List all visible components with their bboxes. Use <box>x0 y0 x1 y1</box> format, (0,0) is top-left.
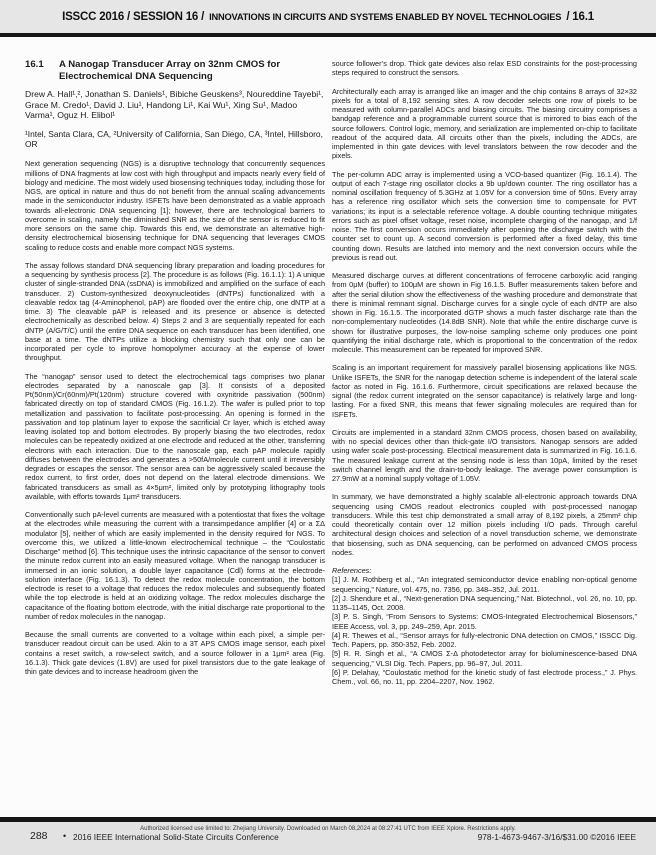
reference-item: [3] P. S. Singh, “From Sensors to Systems: CMOS-Integrated Electrochemical Biosensors,” IEEE Access, vol. 3, pp. 249–259, Apr. 2015. <box>332 612 637 631</box>
paragraph-architecture: Architecturally each array is arranged like an imager and the chip contains 8 arrays of 32×32 pixels for a total of 8,192 sensing sites. A row decoder selects one row of pixels to be measured with column-parallel ADCs and biasing circuits. The biasing circuitry comprises a bandgap reference and a programmable current source that is mirrored to bias each of the source followers. Control logic, memory, and serialization are implemented on-chip to facilitate readout of the acquired data. All circuits other than the pixels, including the ADCs, are implemented in thin gate devices with level translators between the row decoder and the pixels. <box>332 86 637 161</box>
paragraph-intro: Next generation sequencing (NGS) is a disruptive technology that concurrently sequences millions of DNA fragments at low cost with high throughput and impacts nearly every field of biology and medicine. The most widely used biosensing techniques today, including those for NGS, are optical in nature and thus do not benefit from the annual scaling advancements made in the semiconductor industry. ISFETs have been demonstrated as a viable approach towards all-electronic DNA sequencing [1]; however, there are technological barriers to overcome in scaling, namely the diminished SNR as the size of the sensor is reduced to fit more sensors on the same chip. Towards this end, we demonstrate an alternative high-density electrochemical biosensing technique for DNA sequencing that leverages CMOS scaling to reduce costs and enable more compact NGS systems. <box>25 159 325 252</box>
left-column <box>25 59 325 686</box>
page-footer <box>0 822 656 855</box>
header-conference-session: ISSCC 2016 / SESSION 16 / <box>62 10 205 23</box>
right-column <box>332 59 637 686</box>
footer-conference-name: 2016 IEEE International Solid-State Circuits Conference <box>73 831 279 842</box>
paragraph-pixel-readout: Because the small currents are converted to a voltage within each pixel, a simple per-transducer readout circuit can be used. Akin to a 3T APS CMOS image sensor, each pixel contains a reset switch, a row-select switch, and a source follower in a 1μm² area (Fig. 16.1.3). Thick gate devices (1.8V) are used for pixel transistors due to the gate leakage of thin gate devices and to increase headroom given the <box>25 630 325 677</box>
paragraph-adc: The per-column ADC array is implemented using a VCO-based quantizer (Fig. 16.1.4). The output of each 7-stage ring oscillator clocks a 9b up/down counter. The ring oscillator has a nominal oscillation frequency of 5.3GHz at 1.05V for a conversion time of 50ns. Every array has a reference ring oscillator which sets the conversion time to compensate for PVT variations; its input is a selectable reference voltage. A double counting technique mitigates errors such as pixel offset voltage, reset noise, incomplete charging of the nanogap, and 1/f noise. The first conversion occurs immediately after opening the discharge switch with the counter set to count up. A second conversion is performed after a fixed delay, this time counting down. Results are latched into memory and the next conversion occurs while the previous is read out. <box>332 169 637 262</box>
paper-title: A Nanogap Transducer Array on 32nm CMOS for Electrochemical DNA Sequencing <box>59 59 281 82</box>
paragraph-continuation: source follower’s drop. Thick gate devices also relax ESD constraints for the post-processing steps required to construct the sensors. <box>332 59 637 78</box>
paper-number: 16.1 <box>25 59 44 70</box>
paragraph-coulostatic: Conventionally such pA-level currents are measured with a potentiostat that fixes the voltage at the electrodes while measuring the current with a transimpedance amplifier [4] or a ΣΔ modulator [5], neither of which are easily implemented in the density required for NGS. To overcome this, we utilized a little-known electrochemical technique – the “Coulostatic Discharge” method [6]. This technique uses the intrinsic capacitance of the sensor to convert the minute redox current into an easily measured voltage. When the nanogap transducer is immersed in an ionic solution, a double layer capacitance (Cdl) forms at the electrode-solution interface (Fig. 16.1.3). To detect the redox molecule concentration, the bottom electrode is reset to a voltage that reduces the redox molecules and subsequently floated while the top electrode is held at an oxidizing voltage. The redox molecules discharge the capacitance of the floating bottom electrode, with the initial discharge rate proportional to the number of redox molecules in the nanogap. <box>25 510 325 621</box>
references-label: References: <box>332 566 372 575</box>
page-number: 288 <box>30 830 48 842</box>
paragraph-scaling: Scaling is an important requirement for massively parallel biosensing applications like NGS. Unlike ISFETs, the SNR for the nanogap detection scheme is independent of the lateral scale factor as noted in Fig. 16.1.6. Furthermore, circuit specifications are relaxed because the signal (the redox current integrated on the sensor capacitance) is relatively large and long-lasting. For a fixed SNR, this means that fewer signaling molecules are required than for ISFETs. <box>332 363 637 419</box>
paragraph-assay: The assay follows standard DNA sequencing library preparation and loading procedures for a sequencing by synthesis process [2]. The procedure is as follows (Fig. 16.1.1): 1) A unique cluster of single-stranded DNA (ssDNA) is immobilized and amplified on the surface of each transducer. 2) Custom-synthesized deoxynucleotides (dNTPs) functionalized with a cleavable redox tag (4-Aminophenol, pAP) are flooded over the entire chip, one dNTP at a time. 3) The cleavable pAP is released and its presence or absence is detected electrochemically as described below. 4) Steps 2 and 3 are sequentially repeated for each dNTP (A/G/T/C) until the entire DNA sequence on each transducer has been identified, one base at a time. The dNTPs utilize a blocking chemistry such that only one can be incorporated per cycle to improve homopolymer accuracy at the expense of lower throughput. <box>25 260 325 363</box>
reference-item: [4] R. Thewes et al., “Sensor arrays for fully-electronic DNA detection on CMOS,” ISSCC Dig. Tech. Papers, pp. 350-352, Feb. 2002. <box>332 630 637 649</box>
affiliations: ¹Intel, Santa Clara, CA, ²University of California, San Diego, CA, ³Intel, Hillsboro, OR <box>25 128 323 149</box>
reference-item: [1] J. M. Rothberg et al., “An integrated semiconductor device enabling non-optical genome sequencing,” Nature, vol. 475, no. 7356, pp. 348–352, Jul. 2011. <box>332 575 637 594</box>
paragraph-nanogap-sensor: The “nanogap” sensor used to detect the electrochemical tags comprises two planar electrodes separated by a nanoscale gap [3]. It consists of a deposited Pt(50nm)/Cr(60nm)/Pt(120nm) structure covered with oxynitride passivation (500nm) fabricated directly on top of standard CMOS (Fig. 16.1.2). The wafer is pulled prior to top metallization and passivation to facilitate post-processing. An opening is formed in the passivation and top platinum layer to expose the sacrificial Cr layer, which is etched away leaving isolated top and bottom electrodes. By properly biasing the two electrodes, redox molecules can be repeatedly oxidized at one electrode and reduced at the other, transferring electrons with each interaction. Due to the nanoscale gap, each pAP molecule rapidly diffuses between the electrodes and generates a >50fA/molecule current until it irreversibly degrades or escapes the sensor. The sensor area can be aggressively scaled because the redox current, to first order, does not depend on the lateral electrode dimensions. We fabricated transducers as small as 4×5μm², limited only by prototyping lithography tools available, with efforts towards 1μm² transducers. <box>25 371 325 501</box>
paragraph-process: Circuits are implemented in a standard 32nm CMOS process, chosen based on availability, with no special devices other than thick-gate I/O transistors. Nanogap sensors are added using wafer scale post-processing. Electrical measurement data is summarized in Fig. 16.1.6. The measured leakage current at the sensing node is less than 10pA, limited by the reset switch channel length and the drain-to-body leakage. The average power consumption is 27.9mW at a nominal supply voltage of 1.05V. <box>332 427 637 483</box>
paragraph-measurements: Measured discharge curves at different concentrations of ferrocene carboxylic acid ranging from 0μM (buffer) to 100μM are shown in Fig 16.1.5. Buffer measurements taken before and after the serial dilution show the effectiveness of the washing procedure and demonstrate that there is minimal remnant signal. Discharge curves for a single cycle of each dNTP are also shown in Fig. 16.1.5. The incorporated dGTP shows a much faster discharge rate than the non-complementary nucleotides (14.8dB SNR). Note that while the entire discharge curve is shown for illustrative purposes, the low-noise sampling scheme only produces one point quantifying the initial discharge rate, which is proportional to the concentration of the redox molecule. This measurement can be repeated for improved SNR. <box>332 271 637 354</box>
header-session-title: INNOVATIONS IN CIRCUITS AND SYSTEMS ENABLED BY NOVEL TECHNOLOGIES <box>209 11 562 22</box>
page-header <box>0 0 656 37</box>
footer-bullet: • <box>63 831 67 841</box>
reference-item: [6] P. Delahay, “Coulostatic method for the kinetic study of fast electrode process.,” J. Phys. Chem., vol. 66, no. 11, pp. 2204–2207, Nov. 1962. <box>332 667 637 686</box>
author-list: Drew A. Hall¹,², Jonathan S. Daniels¹, Bibiche Geuskens³, Noureddine Tayebi¹, Grace M. Credo¹, David J. Liu¹, Handong Li¹, Kai Wu¹, Xing Su¹, Madoo Varma¹, Oguz H. Elibol¹ <box>25 89 324 120</box>
paper-title-block <box>25 59 325 82</box>
license-watermark: Authorized licensed use limited to: Zhejiang University. Downloaded on March 08,2024 at 08:27:41 UTC from IEEE Xplore. Restrictions apply. <box>140 826 516 832</box>
paragraph-summary: In summary, we have demonstrated a highly scalable all-electronic approach towards DNA sequencing using CMOS readout electronics coupled with post-processed nanogap transducers. While this test chip demonstrated a small array of 8,192 pixels, a 25mm² chip could theoretically contain over 12 million pixels including I/O pads. Through careful architectural design choices and selection of a novel transduction scheme, we demonstrate that biosensing, such as DNA sequencing, can be performed on advanced CMOS process nodes. <box>332 492 637 557</box>
footer-copyright: 978-1-4673-9467-3/16/$31.00 ©2016 IEEE <box>477 831 636 842</box>
footer-row <box>0 830 656 850</box>
paper-body <box>0 37 656 686</box>
reference-item: [5] R. R. Singh et al., “A CMOS Σ-Δ photodetector array for bioluminescence-based DNA sequencing,” VLSI Dig. Tech. Papers, pp. 96–97, Jul. 2011. <box>332 649 637 668</box>
reference-item: [2] J. Shendure et al., “Next-generation DNA sequencing,” Nat. Biotechnol., vol. 26, no. 10, pp. 1135–1145, Oct. 2008. <box>332 593 637 612</box>
header-paper-number: / 16.1 <box>566 10 594 23</box>
